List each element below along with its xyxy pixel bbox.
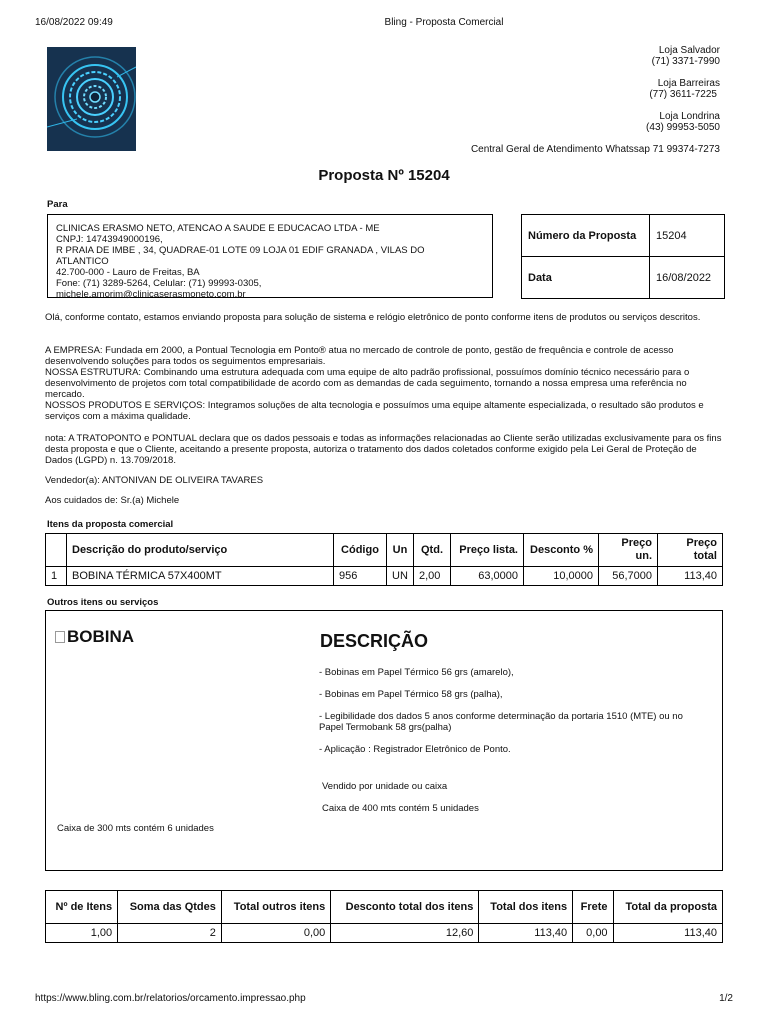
client-address: R PRAIA DE IMBE , 34, QUADRAE-01 LOTE 09 LOJA 01 EDIF GRANADA , VILAS DO: [56, 245, 425, 256]
broken-image: [55, 627, 134, 647]
broken-image-alt: BOBINA: [67, 627, 135, 646]
description-line: - Bobinas em Papel Térmico 56 grs (amarelo),: [319, 667, 514, 678]
col-code: Código: [334, 534, 387, 567]
client-cnpj: CNPJ: 14743949000196,: [56, 234, 163, 245]
description-line: - Aplicação : Registrador Eletrônico de Ponto.: [319, 744, 511, 755]
col-description: Descrição do produto/serviço: [67, 534, 334, 567]
client-address-2: ATLANTICO: [56, 256, 109, 267]
other-items-box: [45, 610, 723, 871]
fingerprint-logo-icon: [47, 47, 136, 151]
sum-other: 0,00: [221, 924, 330, 943]
sum-discount: 12,60: [331, 924, 479, 943]
vendedor: Vendedor(a): ANTONIVAN DE OLIVEIRA TAVARES: [45, 475, 264, 486]
item-qty: 2,00: [414, 567, 451, 586]
store-name: Loja Salvador: [658, 45, 720, 56]
empresa-text: A EMPRESA: Fundada em 2000, a Pontual Tecnologia em Ponto® atua no mercado de controle de ponto, gestão de frequência e controle de acesso desenvolvendo soluções para todos os seguimentos empresariais.: [45, 345, 674, 367]
central-contact: Central Geral de Atendimento Whatssap 71 99374-7273: [470, 144, 720, 155]
sum-qty: 2: [118, 924, 222, 943]
other-section-label: Outros itens ou serviços: [47, 597, 159, 608]
sum-col-items-total: Total dos itens: [479, 891, 573, 924]
client-box: [47, 214, 493, 298]
proposal-meta-table: [521, 214, 725, 299]
description-line: - Legibilidade dos dados 5 anos conforme determinação da portaria 1510 (MTE) ou no Papel Termobank 58 grs(palha): [319, 711, 683, 733]
description-heading: DESCRIÇÃO: [320, 631, 429, 651]
sum-col-proposal-total: Total da proposta: [613, 891, 722, 924]
lgpd-note: nota: A TRATOPONTO e PONTUAL declara que os dados pessoais e todas as informações relacionadas ao Cliente serão utilizadas exclusivamente para os fins desta proposta e que o Cliente, aceitando a presente proposta, autoriza o tratamento dos dados coletados conforme exigido pela Lei Geral de Proteção de Dados (LGPD) n. 13.709/2018.: [45, 433, 722, 466]
print-tab-title: Bling - Proposta Comercial: [384, 17, 504, 28]
proposal-title: Proposta Nº 15204: [318, 167, 450, 184]
intro-text: Olá, conforme contato, estamos enviando proposta para solução de sistema e relógio eletrônico de ponto conforme itens de produtos ou serviços descritos.: [45, 312, 701, 323]
print-url: https://www.bling.com.br/relatorios/orcamento.impressao.php: [35, 993, 306, 1004]
produtos-text: NOSSOS PRODUTOS E SERVIÇOS: Integramos soluções de alta tecnologia e possuímos uma equipe altamente especializada, o resultado são produtos e serviços com a máxima qualidade.: [45, 400, 704, 422]
cuidados: Aos cuidados de: Sr.(a) Michele: [45, 495, 180, 506]
sum-col-items: Nº de Itens: [46, 891, 118, 924]
item-code: 956: [334, 567, 387, 586]
sum-freight: 0,00: [573, 924, 613, 943]
item-description: BOBINA TÉRMICA 57X400MT: [67, 567, 334, 586]
sum-items: 1,00: [46, 924, 118, 943]
meta-row-date: [522, 257, 725, 299]
col-list-price: Preço lista.: [451, 534, 524, 567]
sum-items-total: 113,40: [479, 924, 573, 943]
client-city: 42.700-000 - Lauro de Freitas, BA: [56, 267, 200, 278]
company-description: [45, 345, 725, 422]
sum-col-qty: Soma das Qtdes: [118, 891, 222, 924]
description-list: [319, 667, 709, 755]
col-qty: Qtd.: [414, 534, 451, 567]
client-name: CLINICAS ERASMO NETO, ATENCAO A SAUDE E EDUCACAO LTDA - ME: [56, 223, 380, 234]
meta-number-value: 15204: [650, 215, 725, 257]
store-phone: (71) 3371-7990: [651, 56, 720, 67]
table-row: [46, 567, 723, 586]
table-row: [46, 924, 723, 943]
col-index: [46, 534, 67, 567]
item-unit: UN: [387, 567, 414, 586]
col-discount: Desconto %: [524, 534, 599, 567]
store-phone: (43) 99953-5050: [646, 122, 720, 133]
sum-col-freight: Frete: [573, 891, 613, 924]
store-phone: (77) 3611-7225: [649, 89, 717, 100]
item-total-price: 113,40: [658, 567, 723, 586]
sum-col-other: Total outros itens: [221, 891, 330, 924]
items-section-label: Itens da proposta comercial: [47, 519, 174, 530]
sale-box-400-text: Caixa de 400 mts contém 5 unidades: [322, 803, 479, 814]
meta-number-label: Número da Proposta: [522, 215, 650, 257]
para-label: Para: [47, 199, 68, 210]
company-logo: [47, 47, 136, 151]
items-table: [45, 533, 723, 586]
col-total-price: Preço total: [658, 534, 723, 567]
col-unit: Un: [387, 534, 414, 567]
item-index: 1: [46, 567, 67, 586]
client-phones: Fone: (71) 3289-5264, Celular: (71) 99993-0305,: [56, 278, 262, 289]
meta-date-label: Data: [522, 257, 650, 299]
meta-row-number: [522, 215, 725, 257]
summary-table: [45, 890, 723, 943]
item-unit-price: 56,7000: [599, 567, 658, 586]
description-line: - Bobinas em Papel Térmico 58 grs (palha),: [319, 689, 503, 700]
store-londrina: [646, 111, 720, 133]
broken-image-icon: [55, 631, 65, 643]
store-name: Loja Londrina: [659, 111, 720, 122]
col-unit-price: Preço un.: [599, 534, 658, 567]
meta-date-value: 16/08/2022: [650, 257, 725, 299]
store-salvador: [652, 45, 720, 67]
item-discount: 10,0000: [524, 567, 599, 586]
items-header-row: [46, 534, 723, 567]
store-name: Loja Barreiras: [657, 78, 720, 89]
print-page-number: 1/2: [719, 993, 733, 1004]
sum-col-discount: Desconto total dos itens: [331, 891, 479, 924]
client-email: michele.amorim@clinicaserasmoneto.com.br: [56, 289, 246, 300]
sale-unit-text: Vendido por unidade ou caixa: [322, 781, 448, 792]
estrutura-text: NOSSA ESTRUTURA: Combinando uma estrutura adequada com uma equipe de alto padrão profissional, possuímos domínio técnico necessário para o desenvolvimento de projetos com total compatibilidade de acordo com as demandas de cada seguimento, tornando a nossa empresa uma referência no mercado.: [45, 367, 690, 400]
item-list-price: 63,0000: [451, 567, 524, 586]
sum-proposal-total: 113,40: [613, 924, 722, 943]
store-barreiras: [649, 78, 720, 100]
print-datetime: 16/08/2022 09:49: [35, 17, 113, 28]
summary-header-row: [46, 891, 723, 924]
sale-box-300-text: Caixa de 300 mts contém 6 unidades: [57, 823, 214, 834]
